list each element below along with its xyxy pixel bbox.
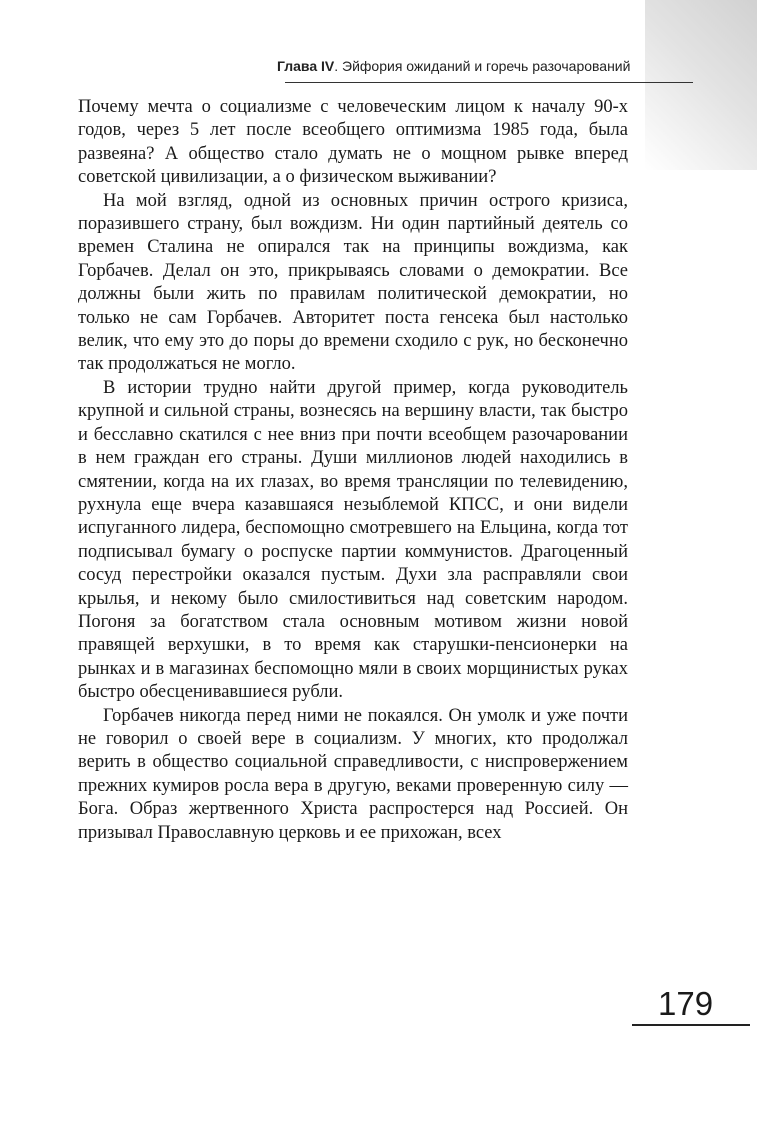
page-corner-shadow <box>645 0 757 170</box>
paragraph-2: На мой взгляд, одной из основных причин острого кризиса, поразившего страну, был вождизм. Ни один партийный деятель со времен Сталина не опирался так на принципы вождизма, как Горбачев. Делал он это, прикрываясь словами о демократии. Все должны были жить по правилам политической демократии, но только не сам Горбачев. Авторитет поста генсека был настолько велик, что ему это до поры до времени сходило с рук, но бесконечно так продолжаться не могло. <box>78 190 628 375</box>
footer-rule <box>632 1024 750 1026</box>
header-rule <box>285 82 693 83</box>
paragraph-1: Почему мечта о социализме с человеческим лицом к началу 90-х годов, через 5 лет после всеобщего оптимизма 1985 года, была развеяна? А общество стало думать не о мощном рывке вперед советской цивилизации, а о физическом выживании? <box>78 97 628 188</box>
chapter-title: . Эйфория ожиданий и горечь разочарований <box>334 58 631 74</box>
chapter-label: Глава IV <box>277 58 335 74</box>
paragraph-3: В истории трудно найти другой пример, когда руководитель крупной и сильной страны, вознесясь на вершину власти, так быстро и бесславно скатился с нее вниз при почти всеобщем разочаровании в нем граждан его страны. Души миллионов людей находились в смятении, когда на их глазах, во время трансляции по телевидению, рухнула еще вчера казавшаяся незыблемой КПСС, и они видели испуганного лидера, беспомощно смотревшего на Ельцина, когда тот подписывал бумагу о роспуске партии коммунистов. Драгоценный сосуд перестройки оказался пустым. Духи зла расправляли свои крылья, и некому было смилостивиться над советским народом. Погоня за богатством стала основным мотивом жизни новой правящей верхушки, в то время как старушки-пенсионерки на рынках и в магазинах беспомощно мяли в своих морщинистых руках быстро обесценивавшиеся рубли. <box>78 377 628 703</box>
page-number: 179 <box>658 985 714 1022</box>
body-text <box>78 96 628 845</box>
paragraph-4: Горбачев никогда перед ними не покаялся. Он умолк и уже почти не говорил о своей вере в социализм. У многих, кто продолжал верить в общество социальной справедливости, с ниспровержением прежних кумиров росла вера в другую, веками проверенную силу — Бога. Образ жертвенного Христа распростерся над Россией. Он призывал Православную церковь и ее прихожан, всех <box>78 705 628 843</box>
running-header <box>277 58 697 74</box>
